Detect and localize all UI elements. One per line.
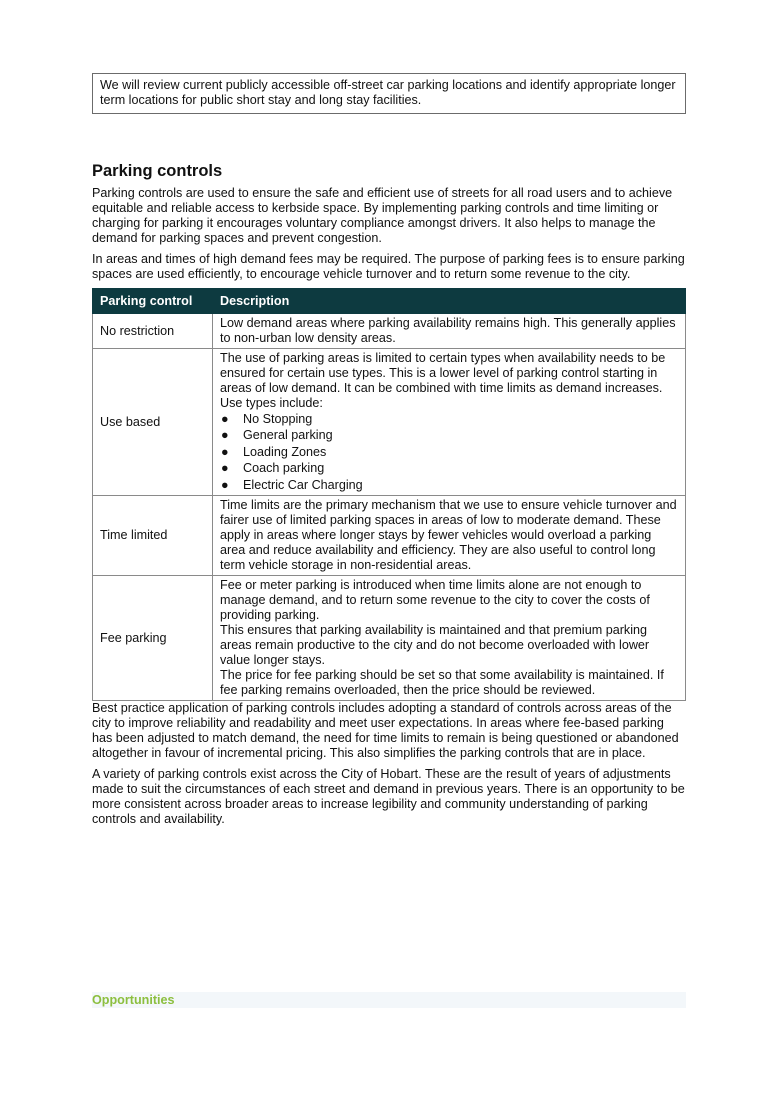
document-page xyxy=(92,73,686,833)
use-types-intro: Use types include: xyxy=(220,396,323,410)
intro-paragraph-1: Parking controls are used to ensure the safe and efficient use of streets for all road users and to achieve equitable and reliable access to kerbside space. By implementing parking controls and time limiting or charging for parking it encourages voluntary compliance amongst drivers. It also helps to manage the demand for parking spaces and prevent congestion. xyxy=(92,186,673,245)
opportunities-heading: Opportunities xyxy=(92,993,175,1007)
section-heading: Parking controls xyxy=(92,162,223,180)
bullet-icon: ● xyxy=(221,477,229,492)
use-types-list xyxy=(220,411,678,493)
table-header-row xyxy=(93,289,686,314)
list-item: ● Coach parking xyxy=(221,461,325,476)
callout-text: We will review current publicly accessible off-street car parking locations and identify appropriate longer term locations for public short stay and long stay facilities. xyxy=(100,78,676,107)
control-cell: No restriction xyxy=(93,314,213,349)
description-text-3: The price for fee parking should be set so that some availability is maintained. If fee parking remains overloaded, then the price should be reviewed. xyxy=(220,668,664,698)
bullet-icon: ● xyxy=(221,428,229,443)
description-cell xyxy=(213,349,686,496)
control-cell: Fee parking xyxy=(93,576,213,701)
list-item: ● Electric Car Charging xyxy=(221,477,363,492)
control-cell: Use based xyxy=(93,349,213,496)
table-row xyxy=(93,314,686,349)
table-row xyxy=(93,496,686,576)
bullet-icon: ● xyxy=(221,444,229,459)
opportunities-bar xyxy=(92,992,686,1008)
bullet-icon: ● xyxy=(221,461,229,476)
callout-box xyxy=(92,73,686,114)
list-item: ● No Stopping xyxy=(221,412,313,426)
header-parking-control: Parking control xyxy=(93,289,213,314)
parking-controls-table xyxy=(92,288,686,701)
table-row xyxy=(93,349,686,496)
description-text-2: This ensures that parking availability is maintained and that premium parking areas remain productive to the city and do not become overloaded with lower value longer stays. xyxy=(220,623,650,668)
closing-paragraph-2: A variety of parking controls exist across the City of Hobart. These are the result of years of adjustments made to suit the circumstances of each street and demand in previous years. There is an opportunity to be more consistent across broader areas to increase legibility and community understanding of parking controls and availability. xyxy=(92,767,685,827)
description-cell xyxy=(213,576,686,701)
table-row xyxy=(93,576,686,701)
control-cell: Time limited xyxy=(93,496,213,576)
description-text: The use of parking areas is limited to certain types when availability needs to be ensured for certain use types. This is a lower level of parking control starting in areas of low demand. It can be combined with time limits as demand increases. xyxy=(220,351,666,395)
bullet-icon: ● xyxy=(221,412,229,426)
description-cell: Time limits are the primary mechanism that we use to ensure vehicle turnover and fairer use of limited parking spaces in areas of low to moderate demand. These apply in areas where longer stays by fewer vehicles would overload a parking area and reduce availability and efficiency. They are also useful to control long term vehicle storage in non-residential areas. xyxy=(213,496,686,576)
list-item: ● General parking xyxy=(221,428,333,443)
closing-paragraph-1: Best practice application of parking controls includes adopting a standard of controls across areas of the city to improve reliability and readability and meet user expectations. In areas where fee-based parking has been adjusted to match demand, the need for time limits to remain is being questioned or abandoned altogether in favour of incremental pricing. This also simplifies the parking controls that are in place. xyxy=(92,701,679,761)
description-text: Fee or meter parking is introduced when time limits alone are not enough to manage demand, and to return some revenue to the city to cover the costs of providing parking. xyxy=(220,578,650,623)
list-item: ● Loading Zones xyxy=(221,444,327,459)
header-description: Description xyxy=(213,289,686,314)
intro-paragraph-2: In areas and times of high demand fees may be required. The purpose of parking fees is to ensure parking spaces are used efficiently, to encourage vehicle turnover and to return some revenue to the city. xyxy=(92,252,685,281)
description-cell: Low demand areas where parking availability remains high. This generally applies to non-urban low density areas. xyxy=(213,314,686,349)
